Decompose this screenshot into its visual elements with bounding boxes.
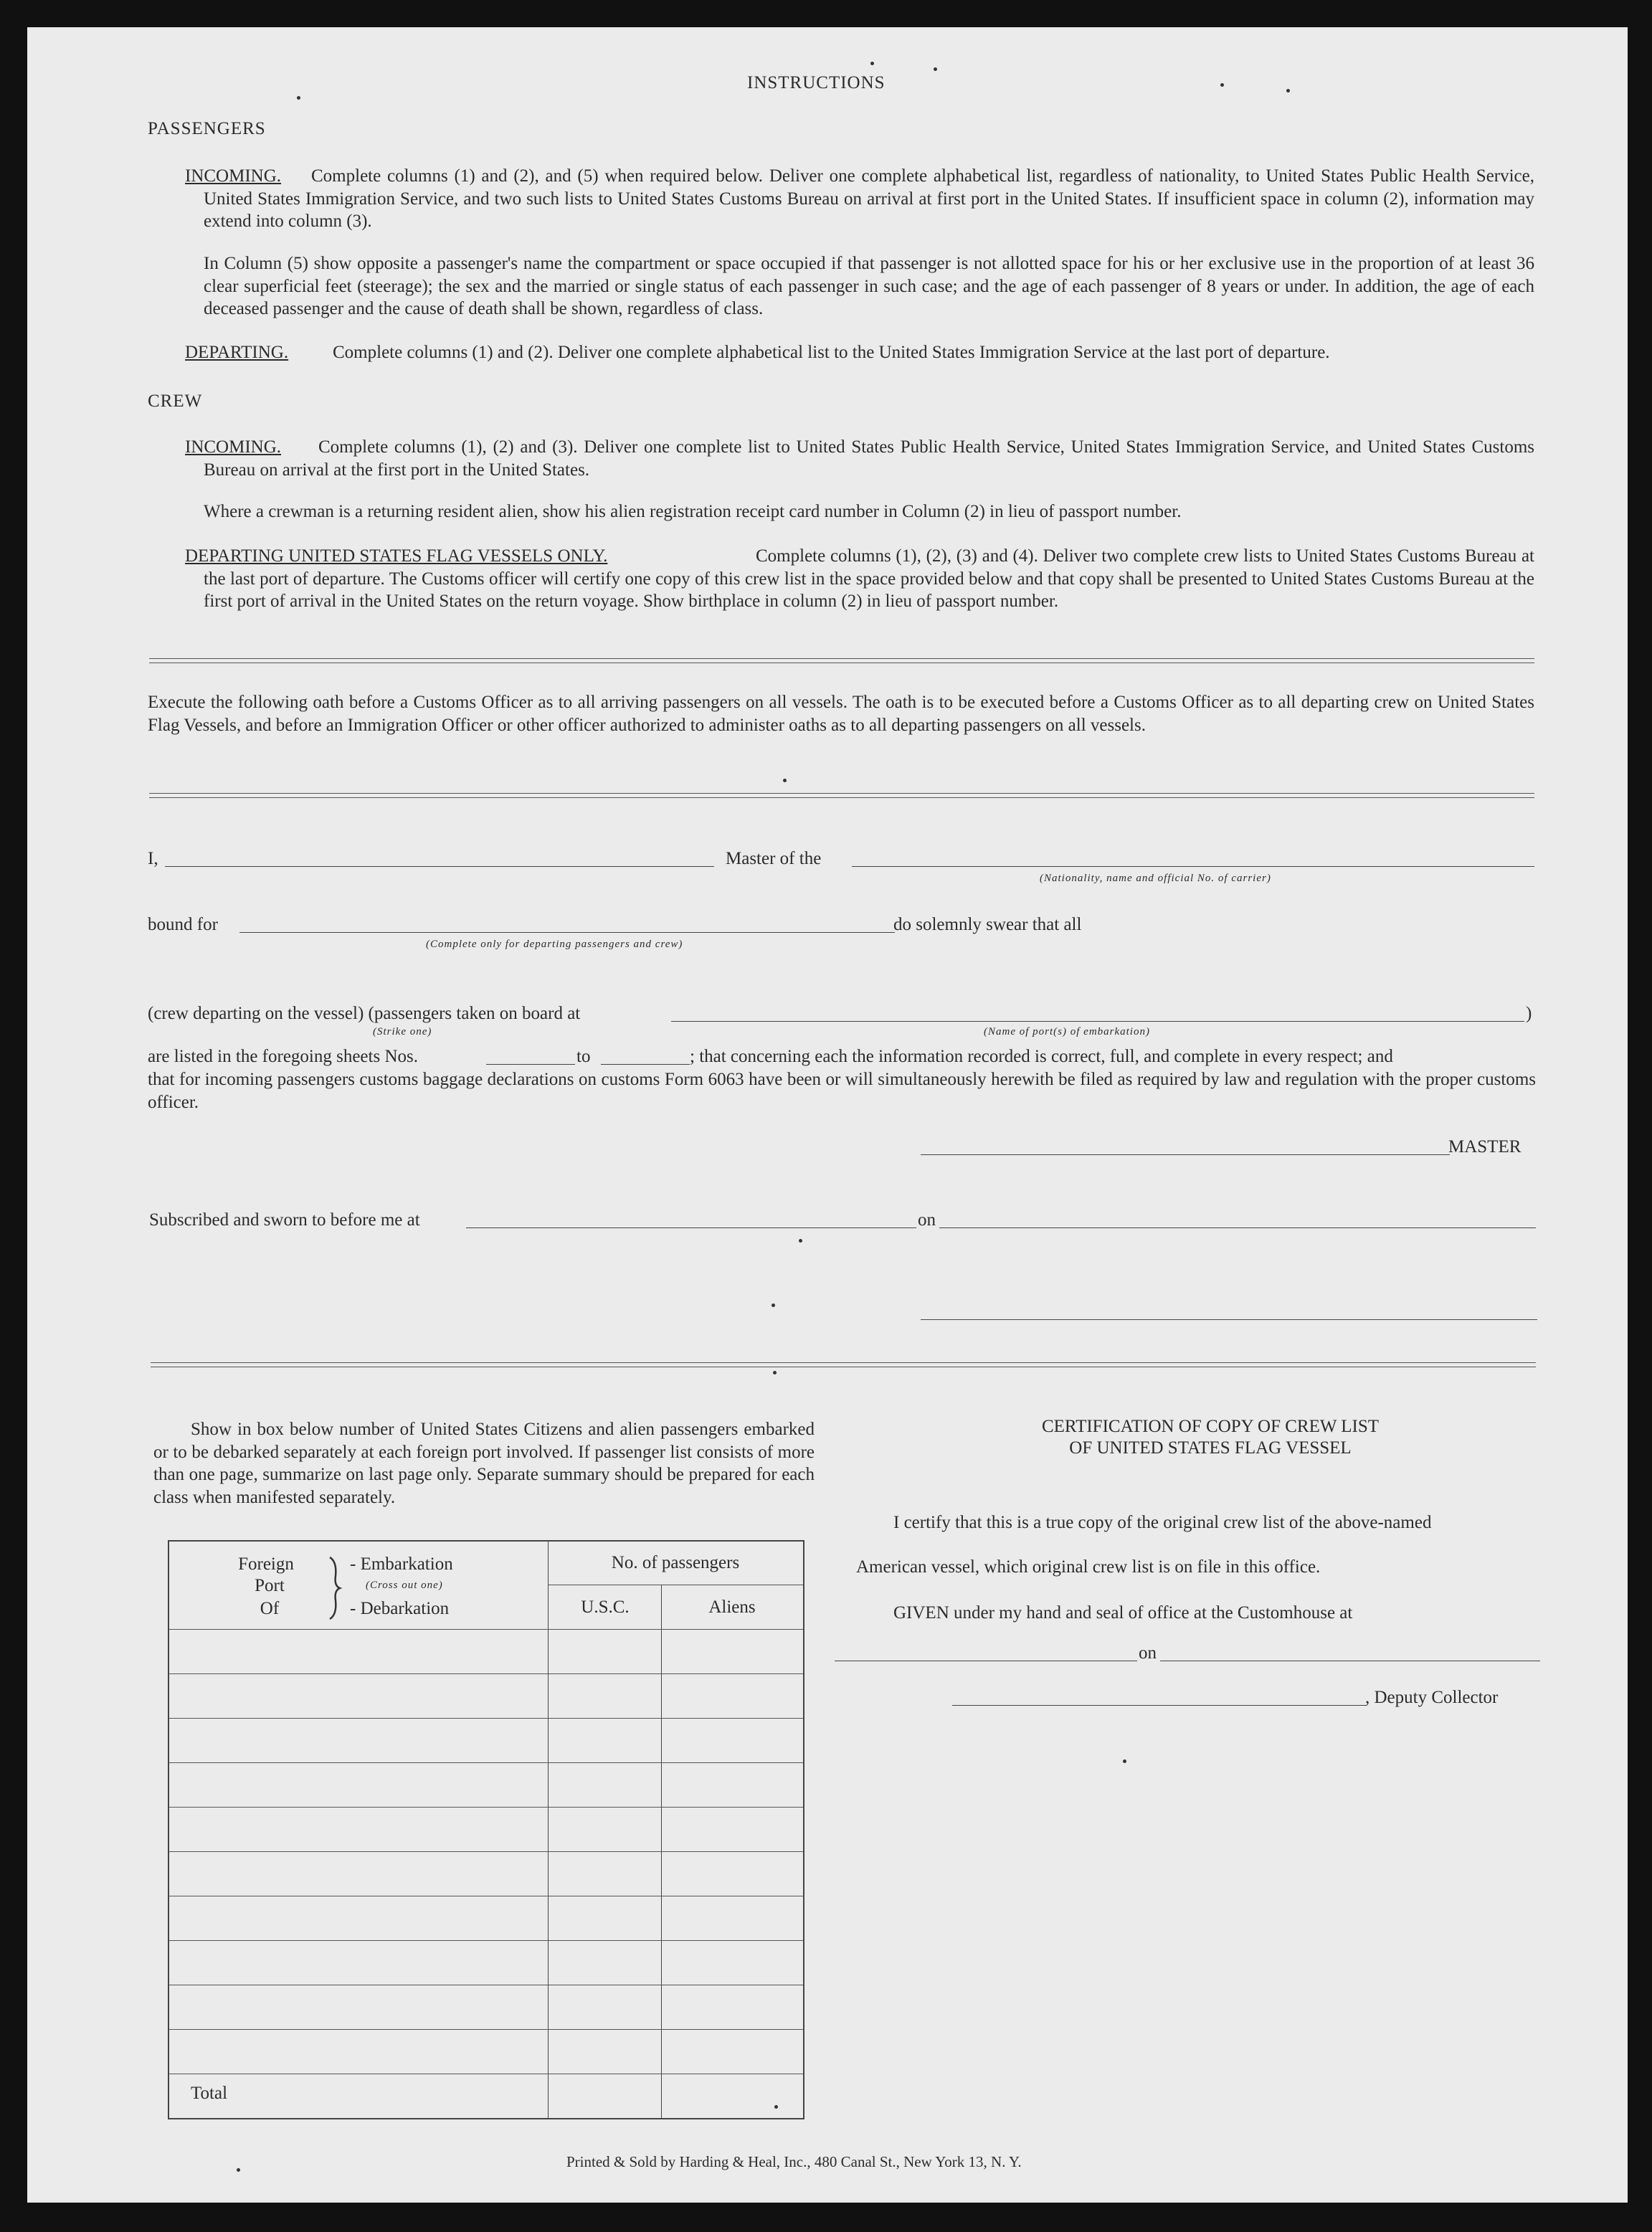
bound-for-label: bound for bbox=[148, 915, 218, 934]
scan-speck bbox=[934, 67, 937, 71]
form-sheet bbox=[27, 27, 1628, 2203]
listed-prefix: are listed in the foregoing sheets Nos. bbox=[148, 1047, 418, 1066]
cert-line2: American vessel, which original crew list is on file in this office. bbox=[856, 1557, 1321, 1577]
table-row-line bbox=[169, 1940, 803, 1941]
col-port: Port bbox=[255, 1576, 285, 1595]
scan-speck bbox=[772, 1303, 775, 1307]
sheet-to-field[interactable] bbox=[601, 1064, 690, 1065]
scan-speck bbox=[297, 96, 300, 100]
crew-departing-oath-text: (crew departing on the vessel) (passengers taken on board at bbox=[148, 1004, 581, 1023]
carrier-field[interactable] bbox=[852, 866, 1534, 867]
passengers-column5-text: In Column (5) show opposite a passenger's name the compartment or space occupied if that passenger is not allotted space for his or her exclusive use in the proportion of at least 36 clear superficial feet (steerage); the sex and the married or single status of each passenger in such case; and the age of each passenger of 8 years or under. In addition, the age of each deceased passenger and the cause of death shall be shown, regardless of class. bbox=[204, 254, 1534, 318]
oath-i-label: I, bbox=[148, 849, 158, 868]
strike-caption: (Strike one) bbox=[373, 1026, 432, 1037]
aliens-header: Aliens bbox=[708, 1597, 756, 1617]
port-caption: (Name of port(s) of embarkation) bbox=[984, 1026, 1150, 1037]
divider-2 bbox=[149, 793, 1534, 798]
scan-speck bbox=[799, 1239, 802, 1243]
table-row-line bbox=[169, 1851, 803, 1852]
divider-3 bbox=[151, 1362, 1536, 1367]
carrier-caption: (Nationality, name and official No. of carrier) bbox=[1040, 873, 1271, 884]
col-foreign: Foreign bbox=[238, 1554, 294, 1574]
sworn-place-field[interactable] bbox=[466, 1227, 916, 1228]
listed-rest: that for incoming passengers customs baggage declarations on customs Form 6063 have been or will simultaneously herewith be filed as required by law and regulation with the proper customs officer. bbox=[148, 1070, 1536, 1112]
summary-instructions: Show in box below number of United States Citizens and alien passengers embarked or to be debarked separately at each foreign port involved. If passenger list consists of more than one page, summarize on last page only. Separate summary should be prepared for each class when manifested separately. bbox=[153, 1420, 815, 1507]
total-label: Total bbox=[191, 2084, 228, 2103]
master-of-the-label: Master of the bbox=[726, 849, 822, 868]
debarkation-label: - Debarkation bbox=[350, 1599, 450, 1618]
crew-resident-text: Where a crewman is a returning resident alien, show his alien registration receipt card number in Column (2) in lieu of passport number. bbox=[204, 502, 1182, 521]
sworn-on-label: on bbox=[918, 1210, 936, 1230]
sworn-date-field[interactable] bbox=[939, 1227, 1536, 1228]
scan-speck bbox=[870, 62, 874, 65]
cross-out-caption: (Cross out one) bbox=[366, 1580, 443, 1591]
table-row-line bbox=[169, 1718, 803, 1719]
cert-title-line2: OF UNITED STATES FLAG VESSEL bbox=[1069, 1438, 1352, 1458]
to-label: to bbox=[576, 1047, 591, 1066]
officer-signature-field[interactable] bbox=[921, 1319, 1537, 1320]
table-row-line bbox=[169, 1673, 803, 1674]
cert-given: GIVEN under my hand and seal of office at the Customhouse at bbox=[893, 1603, 1353, 1623]
scan-speck bbox=[1220, 83, 1224, 87]
table-row-line bbox=[169, 1807, 803, 1808]
table-row-line bbox=[169, 2029, 803, 2030]
scan-speck bbox=[1123, 1760, 1126, 1763]
brace-icon bbox=[324, 1554, 346, 1622]
cert-line1: I certify that this is a true copy of the original crew list of the above-named bbox=[893, 1513, 1432, 1532]
scan-speck bbox=[237, 2168, 240, 2172]
master-signature-field[interactable] bbox=[921, 1154, 1450, 1155]
col-of: Of bbox=[260, 1599, 280, 1618]
scan-speck bbox=[774, 2105, 778, 2109]
crew-departing-text: Complete columns (1), (2), (3) and (4). Deliver two complete crew lists to United States Customs Bureau at the last port of departure. The Customs officer will certify one copy of this crew list in the space provided below and that copy shall be presented to United States Customs Bureau at the first port of arrival in the United States on the return voyage. Show birthplace in column (2) in lieu of passport number. bbox=[204, 546, 1534, 611]
close-paren: ) bbox=[1526, 1004, 1532, 1023]
passengers-departing-label: DEPARTING. bbox=[185, 343, 289, 362]
cert-on-label: on bbox=[1139, 1643, 1157, 1663]
divider-1 bbox=[149, 658, 1534, 663]
scan-speck bbox=[783, 779, 787, 782]
passengers-incoming-label: INCOMING. bbox=[185, 166, 282, 186]
scan-speck bbox=[1286, 89, 1290, 92]
scan-speck bbox=[773, 1371, 777, 1374]
printer-footer: Printed & Sold by Harding & Heal, Inc., 480 Canal St., New York 13, N. Y. bbox=[566, 2153, 1022, 2170]
bound-for-caption: (Complete only for departing passengers and crew) bbox=[426, 939, 683, 950]
listed-suffix: ; that concerning each the information recorded is correct, full, and complete in every respect; and bbox=[690, 1047, 1393, 1066]
deputy-signature-field[interactable] bbox=[952, 1705, 1367, 1706]
master-label: MASTER bbox=[1448, 1137, 1522, 1157]
passenger-summary-table bbox=[168, 1540, 804, 2119]
master-name-field[interactable] bbox=[165, 866, 714, 867]
bound-for-field[interactable] bbox=[239, 932, 895, 933]
passengers-incoming-text: Complete columns (1) and (2), and (5) when required below. Deliver one complete alphabetical list, regardless of nationality, to United States Public Health Service, United States Immigration Service, and two such lists to United States Customs Bureau on arrival at first port in the United States. If insufficient space in column (2), information may extend into column (3). bbox=[204, 166, 1534, 231]
instructions-heading: INSTRUCTIONS bbox=[747, 73, 886, 92]
embarkation-port-field[interactable] bbox=[671, 1021, 1524, 1022]
deputy-collector-label: , Deputy Collector bbox=[1365, 1688, 1499, 1707]
passengers-departing-text: Complete columns (1) and (2). Deliver one complete alphabetical list to the United States Immigration Service at the last port of departure. bbox=[333, 343, 1330, 362]
embarkation-label: - Embarkation bbox=[350, 1554, 453, 1574]
crew-departing-label: DEPARTING UNITED STATES FLAG VESSELS ONLY. bbox=[185, 546, 608, 566]
sheet-from-field[interactable] bbox=[486, 1064, 575, 1065]
table-col-divider-1 bbox=[548, 1542, 549, 2118]
usc-header: U.S.C. bbox=[581, 1597, 630, 1617]
cert-title-line1: CERTIFICATION OF COPY OF CREW LIST bbox=[1041, 1417, 1380, 1436]
crew-incoming-label: INCOMING. bbox=[185, 437, 282, 457]
passengers-heading: PASSENGERS bbox=[148, 119, 266, 138]
table-row-line bbox=[169, 1762, 803, 1763]
oath-intro: Execute the following oath before a Customs Officer as to all arriving passengers on all vessels. The oath is to be executed before a Customs Officer as to all departing crew on United States Flag Vessels, and before an Immigration Officer or other officer authorized to administer oaths as to all departing passengers on all vessels. bbox=[148, 693, 1534, 735]
swear-text: do solemnly swear that all bbox=[893, 915, 1082, 934]
crew-incoming-text: Complete columns (1), (2) and (3). Deliver one complete list to United States Public Health Service, United States Immigration Service, and United States Customs Bureau on arrival at the first port in the United States. bbox=[204, 437, 1534, 480]
crew-heading: CREW bbox=[148, 391, 203, 411]
subscribed-text: Subscribed and sworn to before me at bbox=[149, 1210, 420, 1230]
table-header-bottom bbox=[169, 1629, 803, 1630]
no-passengers-header: No. of passengers bbox=[611, 1553, 740, 1572]
